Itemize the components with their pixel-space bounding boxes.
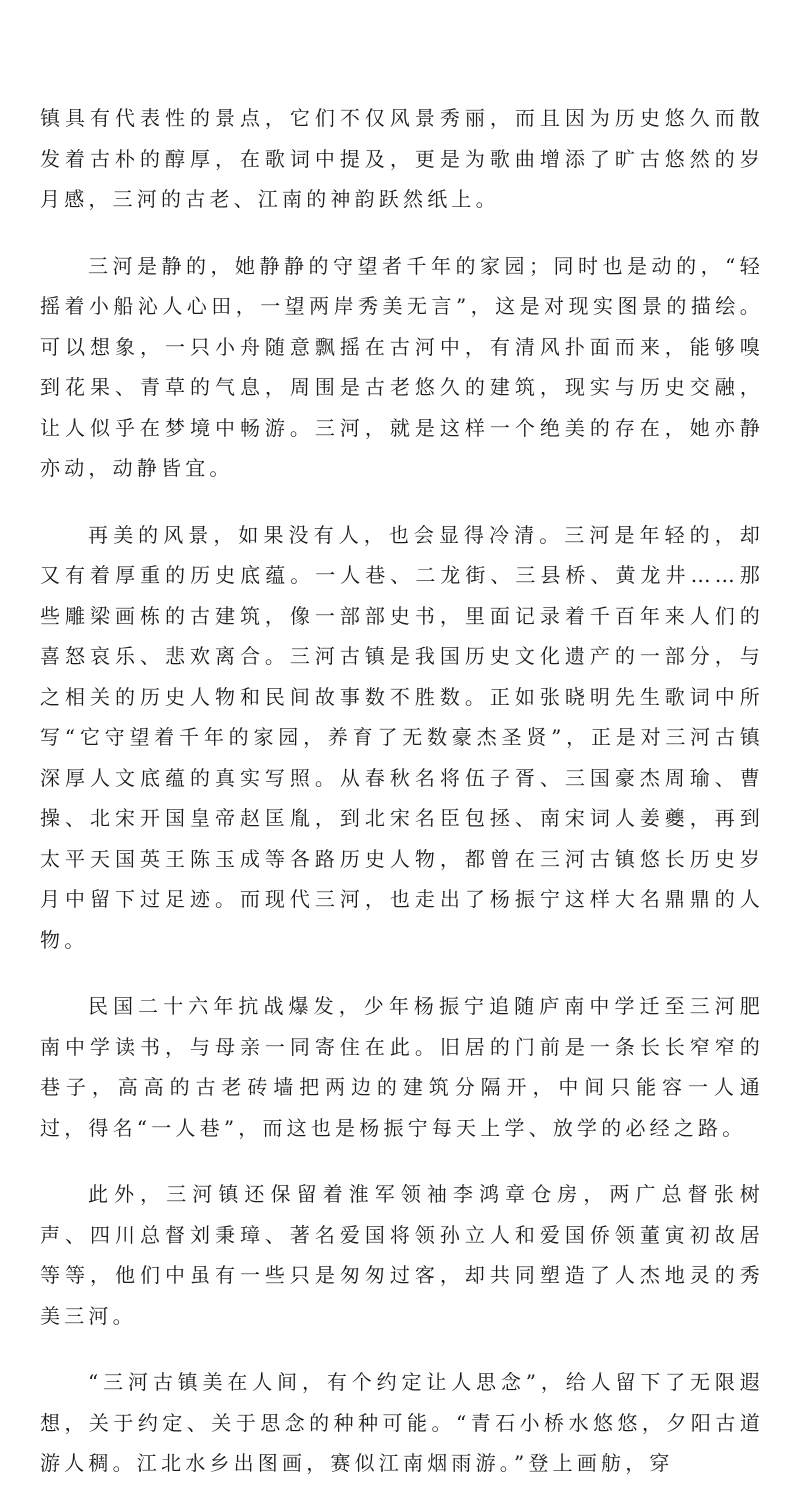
paragraph-4: 民国二十六年抗战爆发，少年杨振宁追随庐南中学迁至三河肥南中学读书，与母亲一同寄住在此。旧居的门前是一条长长窄窄的巷子，高高的古老砖墙把两边的建筑分隔开，中间只能容一人通过，得名“一人巷”，而这也是杨振宁每天上学、放学的必经之路。 xyxy=(40,994,764,1140)
paragraph-6: “三河古镇美在人间，有个约定让人思念”，给人留下了无限遐想，关于约定、关于思念的种种可能。“青石小桥水悠悠，夕阳古道游人稠。江北水乡出图画，赛似江南烟雨游。”登上画舫，穿 xyxy=(40,1370,764,1475)
paragraph-3: 再美的风景，如果没有人，也会显得冷清。三河是年轻的，却又有着厚重的历史底蕴。一人巷、二龙街、三县桥、黄龙井……那些雕梁画栋的古建筑，像一部部史书，里面记录着千百年来人们的喜怒哀乐、悲欢离合。三河古镇是我国历史文化遗产的一部分，与之相关的历史人物和民间故事数不胜数。正如张晓明先生歌词中所写“它守望着千年的家园，养育了无数豪杰圣贤”，正是对三河古镇深厚人文底蕴的真实写照。从春秋名将伍子胥、三国豪杰周瑜、曹操、北宋开国皇帝赵匡胤，到北宋名臣包拯、南宋词人姜夔，再到太平天国英王陈玉成等各路历史人物，都曾在三河古镇悠长历史岁月中留下过足迹。而现代三河，也走出了杨振宁这样大名鼎鼎的人物。 xyxy=(40,522,764,952)
paragraph-1: 镇具有代表性的景点，它们不仅风景秀丽，而且因为历史悠久而散发着古朴的醇厚，在歌词中提及，更是为歌曲增添了旷古悠然的岁月感，三河的古老、江南的神韵跃然纸上。 xyxy=(40,106,764,211)
paragraph-5: 此外，三河镇还保留着淮军领袖李鸿章仓房，两广总督张树声、四川总督刘秉璋、著名爱国将领孙立人和爱国侨领董寅初故居等等，他们中虽有一些只是匆匆过客，却共同塑造了人杰地灵的秀美三河。 xyxy=(40,1182,764,1328)
paragraph-2: 三河是静的，她静静的守望者千年的家园；同时也是动的，“轻摇着小船沁人心田，一望两岸秀美无言”，这是对现实图景的描绘。可以想象，一只小舟随意飘摇在古河中，有清风扑面而来，能够嗅到花果、青草的气息，周围是古老悠久的建筑，现实与历史交融，让人似乎在梦境中畅游。三河，就是这样一个绝美的存在，她亦静亦动，动静皆宜。 xyxy=(40,253,764,480)
document-page xyxy=(40,98,764,1510)
